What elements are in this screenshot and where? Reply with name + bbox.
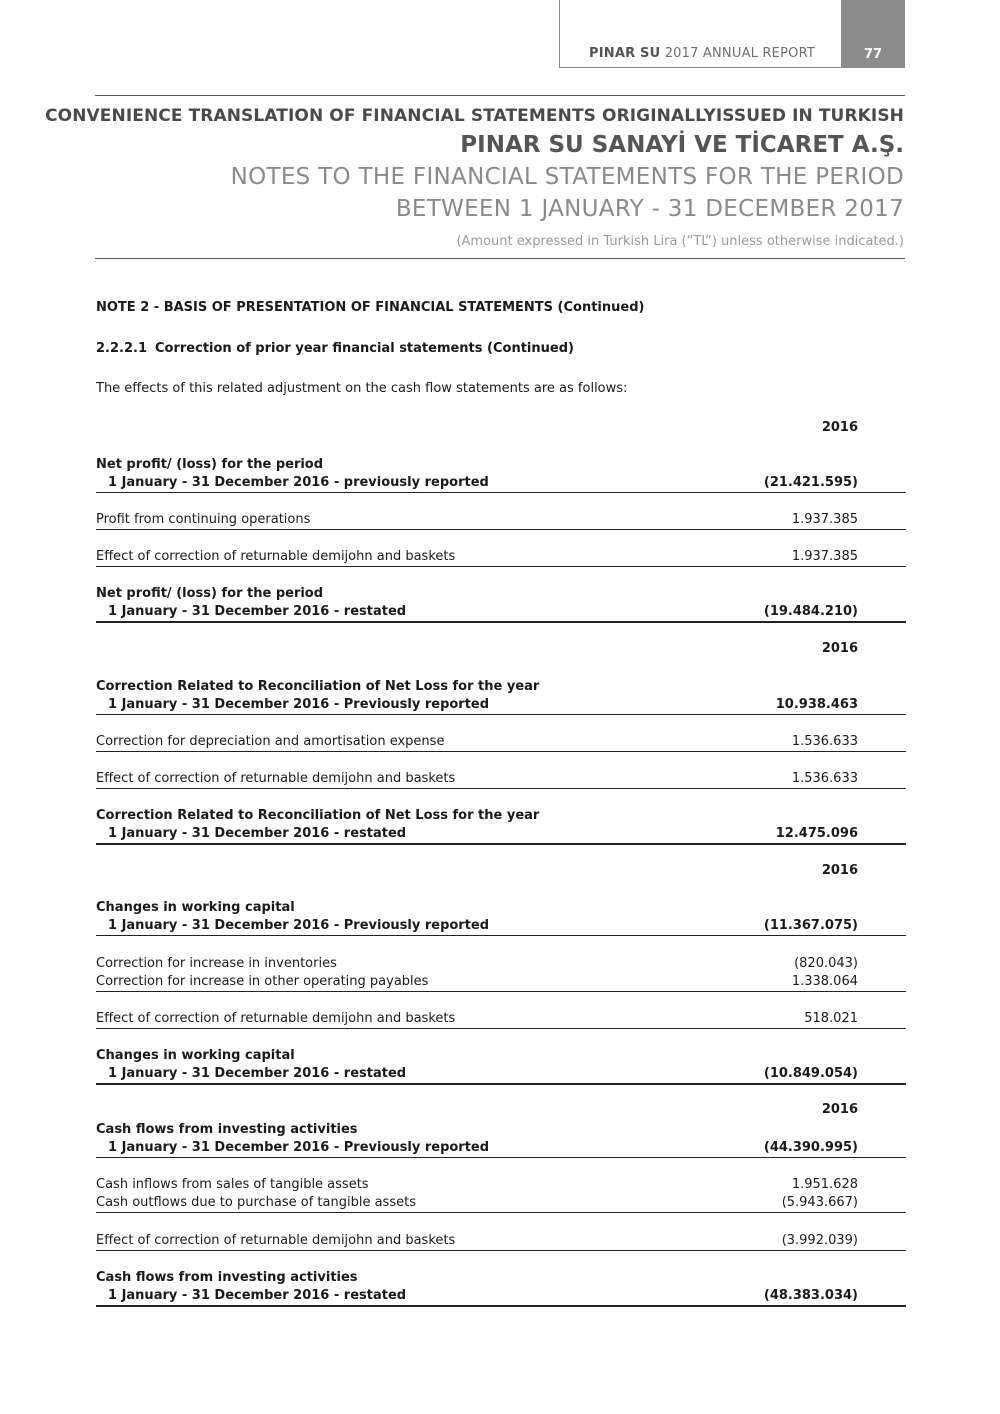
translation-heading: CONVENIENCE TRANSLATION OF FINANCIAL STATEMENTS ORIGINALLYISSUED IN TURKISH [45, 106, 904, 126]
brand-name: PINAR SU [588, 46, 661, 61]
row-label: Cash outflows due to purchase of tangible assets [96, 1195, 416, 1210]
row-label: 1 January - 31 December 2016 - Previously reported [108, 918, 490, 933]
row-value: 1.951.628 [791, 1177, 858, 1192]
row-label: Cash flows from investing activities [96, 1270, 358, 1285]
table-row [96, 1047, 906, 1085]
year-header: 2016 [821, 641, 858, 656]
row-label: Correction Related to Reconciliation of Net Loss for the year [96, 808, 540, 823]
row-label: Net profit/ (loss) for the period [96, 457, 324, 472]
row-label: Correction for depreciation and amortisation expense [96, 734, 445, 749]
section-number: 2.2.2.1 [96, 341, 147, 356]
table-row [96, 733, 906, 752]
row-label: 1 January - 31 December 2016 - restated [108, 1066, 407, 1081]
row-label: 1 January - 31 December 2016 - previously reported [108, 475, 489, 490]
section-name: Correction of prior year financial statements (Continued) [155, 341, 574, 356]
row-label: Cash inflows from sales of tangible assets [96, 1177, 369, 1192]
row-value: 10.938.463 [775, 697, 858, 712]
row-label: Correction for increase in inventories [96, 956, 337, 971]
table-row [96, 1269, 906, 1307]
row-label: Profit from continuing operations [96, 512, 311, 527]
row-label: 1 January - 31 December 2016 - restated [108, 826, 407, 841]
row-label: Effect of correction of returnable demijohn and baskets [96, 771, 456, 786]
row-label: Net profit/ (loss) for the period [96, 586, 324, 601]
row-value: (3.992.039) [781, 1233, 858, 1248]
table-row [96, 456, 906, 493]
report-title: 2017 ANNUAL REPORT [664, 46, 815, 61]
row-label: 1 January - 31 December 2016 - Previously reported [108, 1140, 490, 1155]
row-label: Correction Related to Reconciliation of Net Loss for the year [96, 679, 540, 694]
notes-heading: NOTES TO THE FINANCIAL STATEMENTS FOR THE PERIOD [230, 164, 904, 190]
row-value: (48.383.034) [763, 1288, 858, 1303]
row-value: 1.536.633 [791, 734, 858, 749]
row-label: 1 January - 31 December 2016 - restated [108, 1288, 407, 1303]
year-header: 2016 [821, 863, 858, 878]
table-row [96, 1176, 906, 1213]
page-number: 77 [841, 0, 905, 67]
table-row [96, 1121, 906, 1158]
currency-note: (Amount expressed in Turkish Lira (“TL”) unless otherwise indicated.) [456, 234, 904, 249]
row-label: Effect of correction of returnable demijohn and baskets [96, 1011, 456, 1026]
row-label: Changes in working capital [96, 900, 295, 915]
table-row [96, 899, 906, 936]
intro-text: The effects of this related adjustment on the cash flow statements are as follows: [96, 381, 628, 396]
row-label: 1 January - 31 December 2016 - restated [108, 604, 407, 619]
table-row [96, 1010, 906, 1029]
section-title [96, 341, 574, 356]
year-header: 2016 [821, 420, 858, 435]
row-value: (19.484.210) [763, 604, 858, 619]
row-label: Effect of correction of returnable demijohn and baskets [96, 1233, 456, 1248]
row-value: 1.536.633 [791, 771, 858, 786]
row-label: Changes in working capital [96, 1048, 295, 1063]
table-row [96, 511, 906, 530]
table-row [96, 585, 906, 623]
row-value: 1.338.064 [791, 974, 858, 989]
row-value: (820.043) [794, 956, 858, 971]
table-row [96, 770, 906, 789]
row-value: (11.367.075) [763, 918, 858, 933]
row-value: (5.943.667) [781, 1195, 858, 1210]
table-row [96, 807, 906, 845]
table-row [96, 678, 906, 715]
row-value: 518.021 [804, 1011, 858, 1026]
row-value: (10.849.054) [763, 1066, 858, 1081]
header-rule-bottom [95, 258, 905, 259]
period-heading: BETWEEN 1 JANUARY - 31 DECEMBER 2017 [395, 196, 904, 222]
row-label: 1 January - 31 December 2016 - Previously reported [108, 697, 490, 712]
page-header-box [559, 0, 905, 68]
company-name: PINAR SU SANAYİ VE TİCARET A.Ş. [460, 132, 904, 158]
row-label: Cash flows from investing activities [96, 1122, 358, 1137]
report-header-label [589, 46, 815, 61]
row-value: (21.421.595) [763, 475, 858, 490]
row-label: Effect of correction of returnable demijohn and baskets [96, 549, 456, 564]
row-value: (44.390.995) [763, 1140, 858, 1155]
table-row [96, 1232, 906, 1251]
table-row [96, 955, 906, 992]
row-value: 1.937.385 [791, 512, 858, 527]
header-rule-top [95, 95, 905, 96]
row-value: 12.475.096 [775, 826, 858, 841]
year-header: 2016 [821, 1102, 858, 1117]
table-row [96, 548, 906, 567]
row-label: Correction for increase in other operating payables [96, 974, 429, 989]
row-value: 1.937.385 [791, 549, 858, 564]
note-title: NOTE 2 - BASIS OF PRESENTATION OF FINANCIAL STATEMENTS (Continued) [96, 300, 645, 315]
